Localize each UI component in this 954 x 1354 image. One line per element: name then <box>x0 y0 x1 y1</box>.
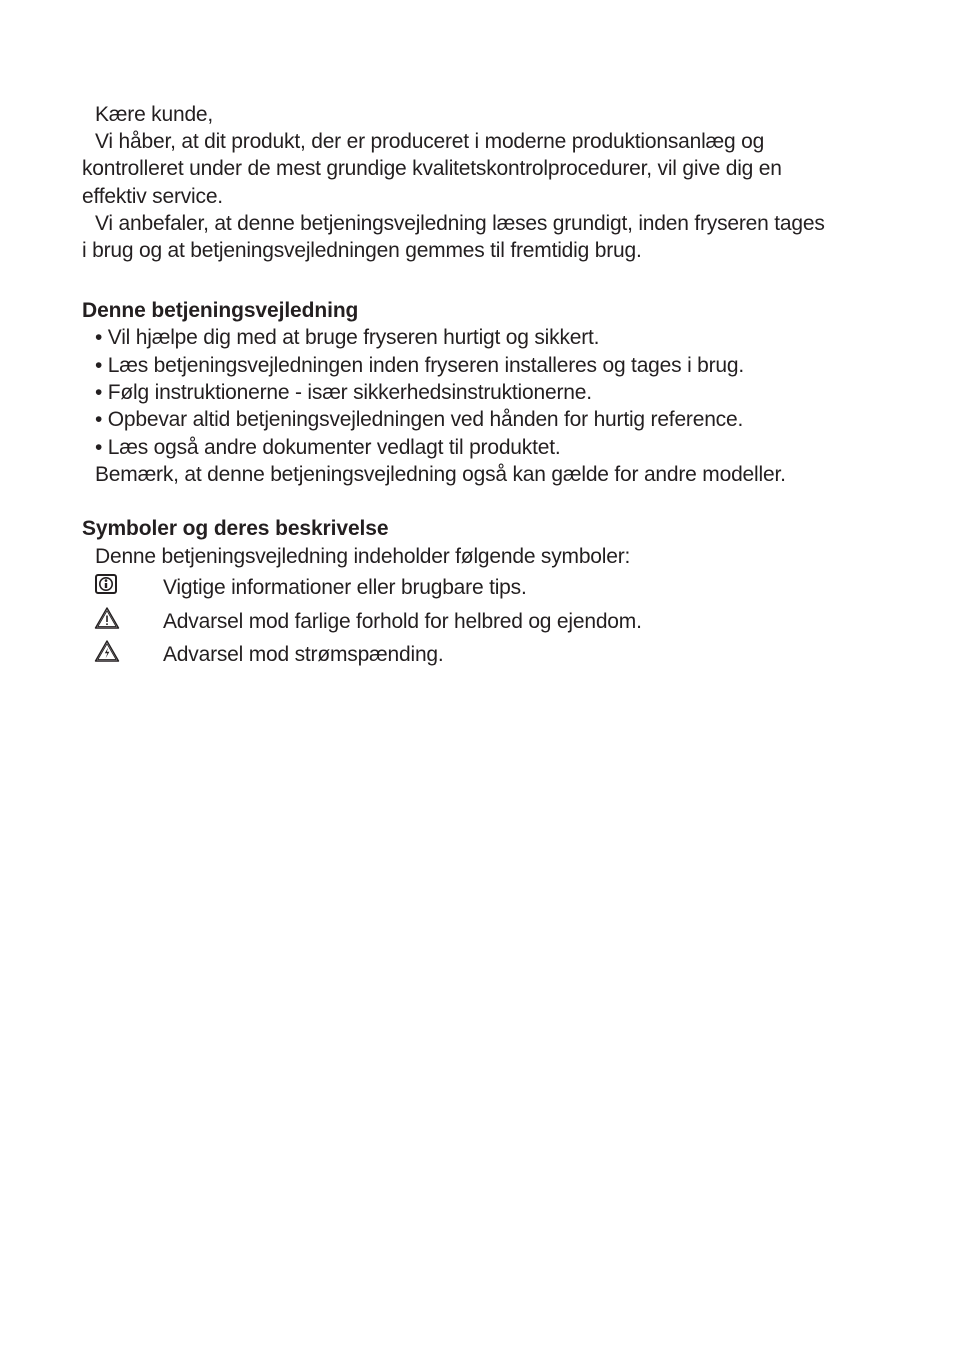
symbols-intro: Denne betjeningsvejledning indeholder følgende symboler: <box>95 545 631 568</box>
manual-bullet-5: • Læs også andre dokumenter vedlagt til produktet. <box>95 436 561 459</box>
symbol-warning-text: Advarsel mod farlige forhold for helbred og ejendom. <box>163 610 642 633</box>
manual-bullet-1: • Vil hjælpe dig med at bruge fryseren hurtigt og sikkert. <box>95 326 600 349</box>
manual-section-heading: Denne betjeningsvejledning <box>82 299 359 322</box>
intro-paragraph-1-line-2: kontrolleret under de mest grundige kvalitetskontrolprocedurer, vil give dig en <box>82 157 782 180</box>
manual-bullet-4: • Opbevar altid betjeningsvejledningen ved hånden for hurtig reference. <box>95 408 744 431</box>
intro-paragraph-1-line-1: Vi håber, at dit produkt, der er produceret i moderne produktionsanlæg og <box>95 130 765 153</box>
symbol-info-text: Vigtige informationer eller brugbare tips. <box>163 576 527 599</box>
electric-warning-icon <box>94 639 120 663</box>
manual-note: Bemærk, at denne betjeningsvejledning også kan gælde for andre modeller. <box>95 463 786 486</box>
symbol-electric-text: Advarsel mod strømspænding. <box>163 643 444 666</box>
intro-paragraph-1-line-3: effektiv service. <box>82 185 223 208</box>
greeting: Kære kunde, <box>95 103 214 126</box>
warning-icon <box>94 606 120 630</box>
info-icon <box>95 574 117 594</box>
intro-paragraph-2-line-2: i brug og at betjeningsvejledningen gemmes til fremtidig brug. <box>82 239 642 262</box>
manual-bullet-2: • Læs betjeningsvejledningen inden fryseren installeres og tages i brug. <box>95 354 745 377</box>
symbols-section-heading: Symboler og deres beskrivelse <box>82 517 389 540</box>
manual-bullet-3: • Følg instruktionerne - især sikkerhedsinstruktionerne. <box>95 381 592 404</box>
intro-paragraph-2-line-1: Vi anbefaler, at denne betjeningsvejledning læses grundigt, inden fryseren tages <box>95 212 825 235</box>
